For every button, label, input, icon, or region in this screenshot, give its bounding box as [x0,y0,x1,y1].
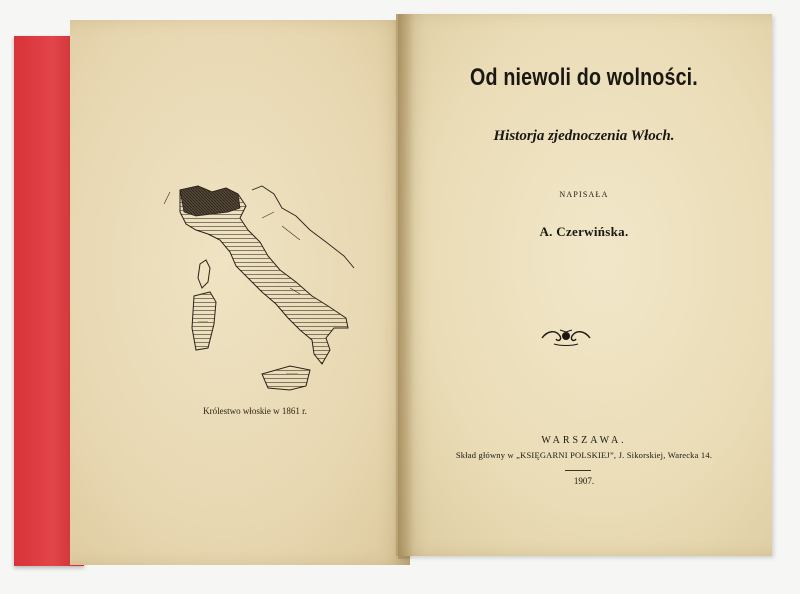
ornament-flourish-icon [540,326,592,348]
book-title: Od niewoli do wolności. [470,64,698,91]
publication-city: WARSZAWA. [541,435,627,446]
byline-label: NAPISAŁA [559,190,609,199]
book-subtitle: Historja zjednoczenia Włoch. [493,128,675,144]
sardinia-island [192,292,216,350]
divider-rule [565,470,591,471]
corsica-island [198,260,210,288]
right-page [396,14,772,556]
map-caption: Królestwo włoskie w 1861 r. [203,406,307,416]
publisher-line: Skład główny w „KSIĘGARNI POLSKIEJ”, J. Sikorskiej, Warecka 14. [455,450,713,460]
publication-year: 1907. [573,476,595,486]
sicily-island [262,366,310,390]
book-author: A. Czerwińska. [539,224,629,239]
italy-map-illustration [150,178,360,400]
